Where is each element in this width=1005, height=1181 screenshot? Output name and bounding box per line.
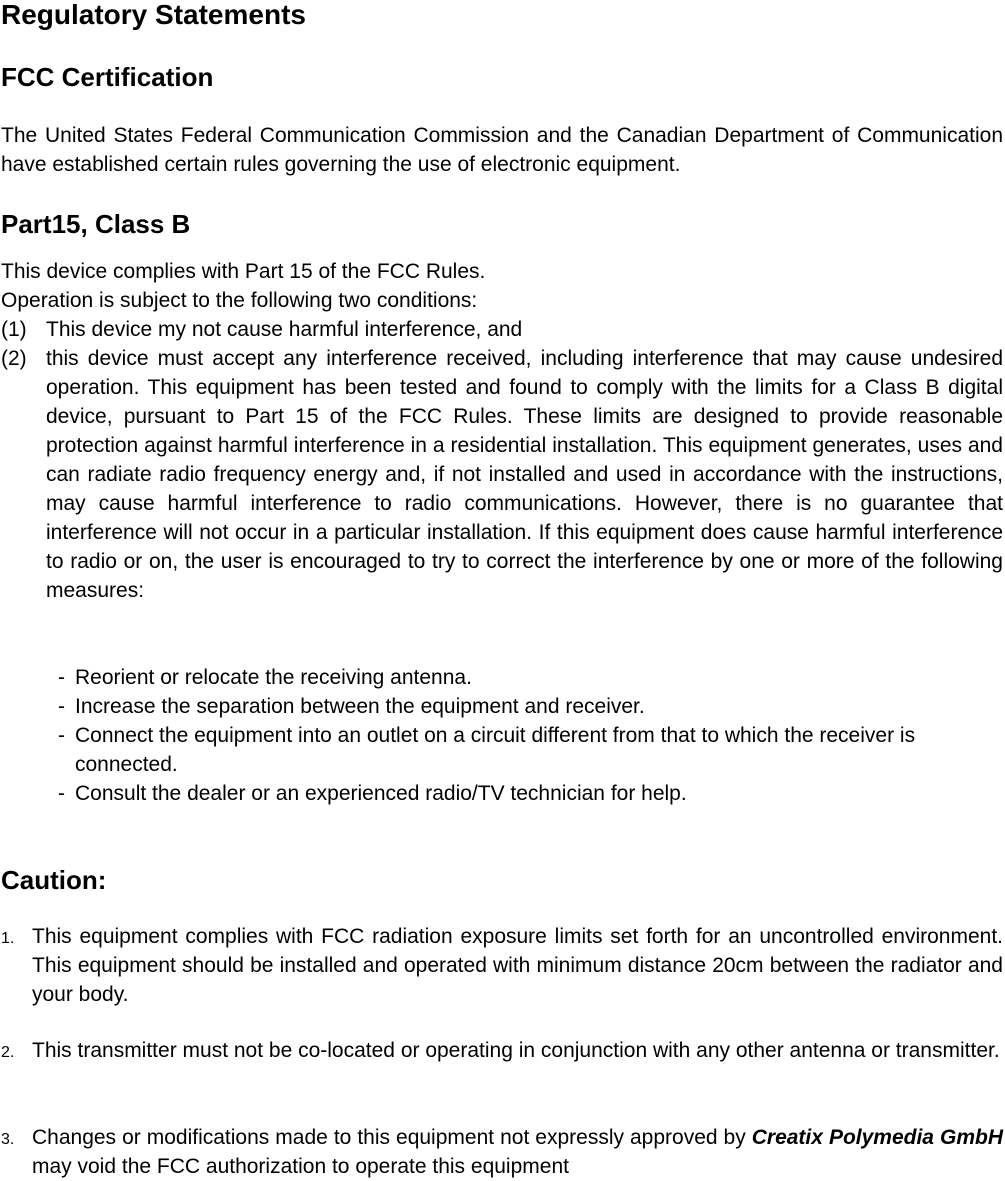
- company-name: Creatix Polymedia GmbH: [751, 1126, 1003, 1149]
- part15-line-2: Operation is subject to the following two conditions:: [1, 289, 478, 312]
- condition-marker: (1): [1, 318, 27, 341]
- measure-marker: -: [58, 782, 65, 805]
- measure-text: Reorient or relocate the receiving antenna.: [75, 666, 472, 689]
- caution-text-after: may void the FCC authorization to operate this equipment: [32, 1155, 569, 1178]
- caution-text: This equipment complies with FCC radiation exposure limits set forth for an uncontrolled environment. This equipment should be installed and operated with minimum distance 20cm between the radiator and your body.: [32, 925, 1003, 1006]
- part15-heading: Part15, Class B: [1, 209, 191, 239]
- fcc-intro-paragraph: The United States Federal Communication Commission and the Canadian Department of Communication have established certain rules governing the use of electronic equipment.: [1, 124, 1003, 176]
- measure-text: Connect the equipment into an outlet on a circuit different from that to which the receiver is connected.: [75, 724, 916, 776]
- measure-item-3: [1, 721, 1003, 779]
- part15-line-1: This device complies with Part 15 of the FCC Rules.: [1, 260, 486, 283]
- measure-item-2: [1, 692, 1003, 721]
- caution-marker: 2.: [1, 1044, 15, 1061]
- page-title: Regulatory Statements: [1, 0, 306, 30]
- caution-item-3: [1, 1123, 1003, 1181]
- condition-marker: (2): [1, 347, 27, 370]
- measure-item-4: [1, 779, 1003, 808]
- measure-marker: -: [58, 724, 65, 747]
- caution-text-before: Changes or modifications made to this equipment not expressly approved by: [32, 1126, 752, 1149]
- measure-marker: -: [58, 695, 65, 718]
- caution-heading: Caution:: [1, 865, 107, 895]
- caution-text: [32, 1123, 1003, 1181]
- measure-text: Increase the separation between the equipment and receiver.: [75, 695, 645, 718]
- caution-item-1: [1, 922, 1003, 1009]
- condition-text: This device my not cause harmful interference, and: [46, 318, 523, 341]
- caution-marker: 1.: [1, 930, 15, 947]
- fcc-certification-heading: FCC Certification: [1, 62, 214, 92]
- condition-text: this device must accept any interference received, including interference that may cause undesired operation. This equipment has been tested and found to comply with the limits for a Class B digital device, pursuant to Part 15 of the FCC Rules. These limits are designed to provide reasonable protection against harmful interference in a residential installation. This equipment generates, uses and can radiate radio frequency energy and, if not installed and used in accordance with the instructions, may cause harmful interference to radio communications. However, there is no guarantee that interference will not occur in a particular installation. If this equipment does cause harmful interference to radio or on, the user is encouraged to try to correct the interference by one or more of the following measures:: [46, 347, 1003, 602]
- caution-marker: 3.: [1, 1131, 15, 1148]
- condition-item-1: [1, 315, 1003, 344]
- measure-marker: -: [58, 666, 65, 689]
- measure-item-1: [1, 663, 1003, 692]
- caution-text: This transmitter must not be co-located or operating in conjunction with any other antenna or transmitter.: [32, 1039, 1000, 1062]
- caution-item-2: [1, 1036, 1003, 1065]
- measure-text: Consult the dealer or an experienced radio/TV technician for help.: [75, 782, 687, 805]
- condition-item-2: [1, 344, 1003, 605]
